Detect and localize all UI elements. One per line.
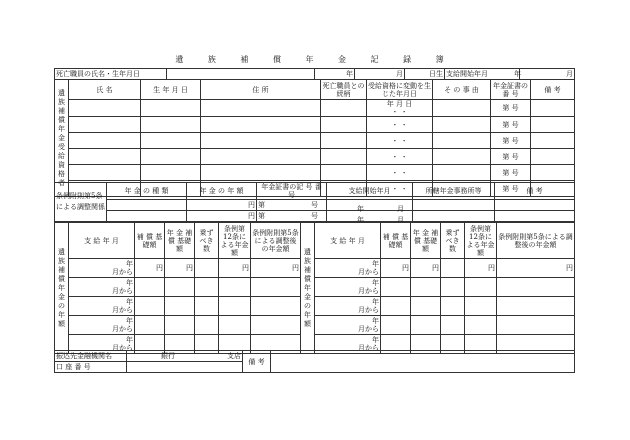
col-adjusted-left: 条例附則第5条による調整後の年金額 — [251, 223, 301, 259]
remarks-cell[interactable] — [531, 117, 575, 133]
cert-no-cell[interactable]: 第 号 — [491, 149, 531, 165]
deceased-name-field[interactable] — [167, 69, 315, 80]
adjustment-table — [54, 182, 575, 222]
col-cert-no: 年金証書の 番 号 — [491, 80, 531, 100]
col-base-right: 補 償 基礎額 — [381, 223, 411, 259]
beneficiaries-table — [54, 79, 575, 197]
annual-table — [54, 222, 575, 354]
col-birth: 生 年 月 日 — [141, 80, 201, 100]
start-date-cell[interactable]: 年 月 — [327, 211, 413, 222]
base-cell[interactable] — [135, 297, 165, 316]
col-art12-left: 条例第12条による年金額 — [220, 224, 249, 257]
annual-side-label-left: 遺族補償年金の年額 — [55, 223, 69, 354]
base-cell[interactable] — [381, 297, 411, 316]
form-title: 遺 族 補 償 年 金 記 録 簿 — [175, 55, 455, 64]
remarks-cell[interactable] — [531, 100, 575, 117]
pension-type-cell[interactable] — [107, 200, 187, 211]
name-cell[interactable] — [69, 133, 141, 149]
pension-base-cell[interactable] — [411, 316, 441, 335]
reason-cell[interactable] — [433, 165, 491, 181]
period-cell[interactable]: 年 月から — [69, 259, 135, 278]
reason-cell[interactable] — [433, 149, 491, 165]
relation-cell[interactable] — [321, 117, 367, 133]
change-date-cell[interactable]: ・ ・ — [367, 149, 433, 165]
art12-cell[interactable] — [219, 297, 251, 316]
adjusted-cell[interactable] — [497, 316, 575, 335]
base-cell[interactable]: 円 — [135, 259, 165, 278]
col-adjusted-right: 条例附則第5条による調整後の年金額 — [497, 223, 575, 259]
base-cell[interactable] — [135, 316, 165, 335]
office-cell[interactable] — [413, 211, 495, 222]
adjusted-cell[interactable] — [251, 316, 301, 335]
reason-cell[interactable] — [433, 133, 491, 149]
col-art12-right: 条例第12条による年金額 — [466, 224, 495, 257]
col-pension-type: 年 金 の 種 類 — [107, 183, 187, 200]
pension-base-cell[interactable] — [411, 297, 441, 316]
birth-cell[interactable] — [141, 133, 201, 149]
change-date-cell[interactable]: ・ ・ — [367, 181, 433, 197]
divisor-cell[interactable] — [195, 316, 219, 335]
cert-no-cell[interactable]: 第 号 — [491, 100, 531, 117]
art12-cell[interactable]: 円 — [465, 259, 497, 278]
pension-base-cell[interactable]: 円 — [165, 259, 195, 278]
start-date-field[interactable] — [514, 69, 575, 80]
pension-amount-cell[interactable]: 円 — [187, 211, 257, 222]
remarks-cell[interactable] — [531, 165, 575, 181]
period-cell[interactable]: 年 月から — [315, 278, 381, 297]
adjusted-cell[interactable]: 円 — [251, 259, 301, 278]
office-cell[interactable] — [413, 200, 495, 211]
birth-cell[interactable] — [141, 165, 201, 181]
period-cell[interactable]: 年 月から — [69, 278, 135, 297]
period-cell[interactable]: 年 月から — [315, 316, 381, 335]
address-cell[interactable] — [201, 117, 321, 133]
name-cell[interactable] — [69, 100, 141, 117]
name-cell[interactable] — [69, 165, 141, 181]
col-change-date: 受給資格に変動を生じた年月日 — [368, 81, 431, 98]
start-month: 月 — [566, 70, 573, 78]
cert-no-cell[interactable]: 第 号 — [491, 133, 531, 149]
adjusted-cell[interactable]: 円 — [497, 259, 575, 278]
relation-cell[interactable] — [321, 149, 367, 165]
relation-cell[interactable] — [321, 165, 367, 181]
change-date-cell[interactable]: ・ ・ — [367, 133, 433, 149]
art12-cell[interactable]: 円 — [219, 259, 251, 278]
beneficiaries-side-label: 遺族補償年金受給資格者 — [55, 80, 69, 197]
period-cell[interactable]: 年 月から — [69, 316, 135, 335]
birth-year: 年 — [315, 69, 355, 80]
divisor-cell[interactable] — [195, 297, 219, 316]
col-period-right: 支 給 年 月 — [315, 223, 381, 259]
col-pension-base-right: 年 金 補 償 基礎額 — [411, 223, 441, 259]
col-divisor-right: 乗ず べき 数 — [441, 223, 465, 259]
col-pension-amount: 年 金 の 年 額 — [187, 183, 257, 200]
cert-symbol-cell[interactable]: 第 号 — [257, 211, 327, 222]
col-remarks: 備 考 — [531, 80, 575, 100]
pension-base-cell[interactable] — [411, 278, 441, 297]
address-cell[interactable] — [201, 100, 321, 117]
adjusted-cell[interactable] — [251, 278, 301, 297]
divisor-cell[interactable] — [195, 259, 219, 278]
col-office: 所轄年金事務所等 — [413, 183, 495, 200]
art12-cell[interactable] — [219, 316, 251, 335]
change-date-cell[interactable]: ・ ・ — [367, 117, 433, 133]
change-date-cell[interactable]: 年 月 日 ・ ・ — [367, 100, 433, 117]
footer-remarks-label: 備 考 — [243, 351, 271, 373]
start-label: 支給開始年月 — [445, 69, 520, 80]
pension-base-cell[interactable] — [165, 316, 195, 335]
adjusted-cell[interactable] — [497, 297, 575, 316]
branch-suffix: 支店 — [227, 352, 241, 360]
cert-symbol-cell[interactable]: 第 号 — [257, 200, 327, 211]
divisor-cell[interactable] — [441, 297, 465, 316]
art12-cell[interactable] — [465, 316, 497, 335]
reason-cell[interactable] — [433, 100, 491, 117]
address-cell[interactable] — [201, 165, 321, 181]
art12-cell[interactable] — [465, 297, 497, 316]
remarks-cell[interactable] — [531, 149, 575, 165]
col-adjust-remarks: 備 考 — [495, 183, 575, 200]
birth-month: 月 — [355, 69, 405, 80]
reason-cell[interactable] — [433, 117, 491, 133]
bank-label: 振込先金融機関名 — [55, 351, 127, 362]
address-cell[interactable] — [201, 133, 321, 149]
deceased-label: 死亡職員の氏名・生年月日 — [55, 69, 167, 80]
col-relation: 死亡職員との続柄 — [322, 81, 365, 98]
base-cell[interactable] — [381, 316, 411, 335]
art12-cell[interactable] — [465, 278, 497, 297]
footer-remarks-field[interactable] — [271, 351, 575, 373]
birth-cell[interactable] — [141, 117, 201, 133]
col-name: 氏 名 — [69, 80, 141, 100]
divisor-cell[interactable] — [441, 278, 465, 297]
adjust-remarks-cell[interactable] — [495, 200, 575, 211]
period-cell[interactable]: 年 月から — [315, 297, 381, 316]
divisor-cell[interactable] — [195, 278, 219, 297]
birth-cell[interactable] — [141, 149, 201, 165]
birth-cell[interactable] — [141, 100, 201, 117]
base-cell[interactable] — [135, 278, 165, 297]
relation-cell[interactable] — [321, 133, 367, 149]
pension-type-cell[interactable] — [107, 211, 187, 222]
bank-name-field[interactable] — [127, 351, 243, 362]
period-cell[interactable]: 年 月から — [69, 297, 135, 316]
remarks-cell[interactable] — [531, 133, 575, 149]
base-cell[interactable]: 円 — [381, 259, 411, 278]
col-pension-base-left: 年 金 補 償 基礎額 — [165, 223, 195, 259]
col-divisor-left: 乗ず べき 数 — [195, 223, 219, 259]
relation-cell[interactable] — [321, 100, 367, 117]
address-cell[interactable] — [201, 149, 321, 165]
adjusted-cell[interactable] — [251, 297, 301, 316]
pension-amount-cell[interactable]: 円 — [187, 200, 257, 211]
col-reason: そ の 事 由 — [433, 80, 491, 100]
annual-side-label-right: 遺族補償年金の年額 — [301, 223, 315, 354]
bank-suffix: 銀行 — [161, 352, 175, 360]
base-cell[interactable] — [381, 278, 411, 297]
period-cell[interactable]: 年 月から — [69, 335, 135, 354]
footer-table — [54, 350, 575, 373]
pension-base-cell[interactable] — [165, 278, 195, 297]
cert-no-cell[interactable]: 第 号 — [491, 181, 531, 197]
start-year: 年 — [514, 70, 521, 78]
col-address: 住 所 — [201, 80, 321, 100]
pension-base-cell[interactable] — [165, 297, 195, 316]
account-label: 口 座 番 号 — [55, 362, 127, 373]
adjust-side-label: 条例附則第5条による調整関係 — [55, 183, 107, 222]
divisor-cell[interactable] — [441, 259, 465, 278]
birth-day: 日生 — [405, 69, 445, 80]
adjusted-cell[interactable] — [497, 278, 575, 297]
col-period-left: 支 給 年 月 — [69, 223, 135, 259]
cert-no-cell[interactable]: 第 号 — [491, 117, 531, 133]
start-date-cell[interactable]: 年 月 — [327, 200, 413, 211]
period-cell[interactable]: 年 月から — [315, 259, 381, 278]
cert-no-cell[interactable]: 第 号 — [491, 165, 531, 181]
change-date-cell[interactable]: ・ ・ — [367, 165, 433, 181]
account-number-field[interactable] — [127, 362, 243, 373]
col-base-left: 補 償 基礎額 — [135, 223, 165, 259]
name-cell[interactable] — [69, 117, 141, 133]
divisor-cell[interactable] — [441, 316, 465, 335]
name-cell[interactable] — [69, 149, 141, 165]
col-cert-symbol: 年金証書の記 号 番 号 — [257, 183, 327, 200]
adjust-remarks-cell[interactable] — [495, 211, 575, 222]
period-cell[interactable]: 年 月から — [315, 335, 381, 354]
pension-base-cell[interactable]: 円 — [411, 259, 441, 278]
col-start-date: 支給開始年月 — [327, 183, 413, 200]
art12-cell[interactable] — [219, 278, 251, 297]
